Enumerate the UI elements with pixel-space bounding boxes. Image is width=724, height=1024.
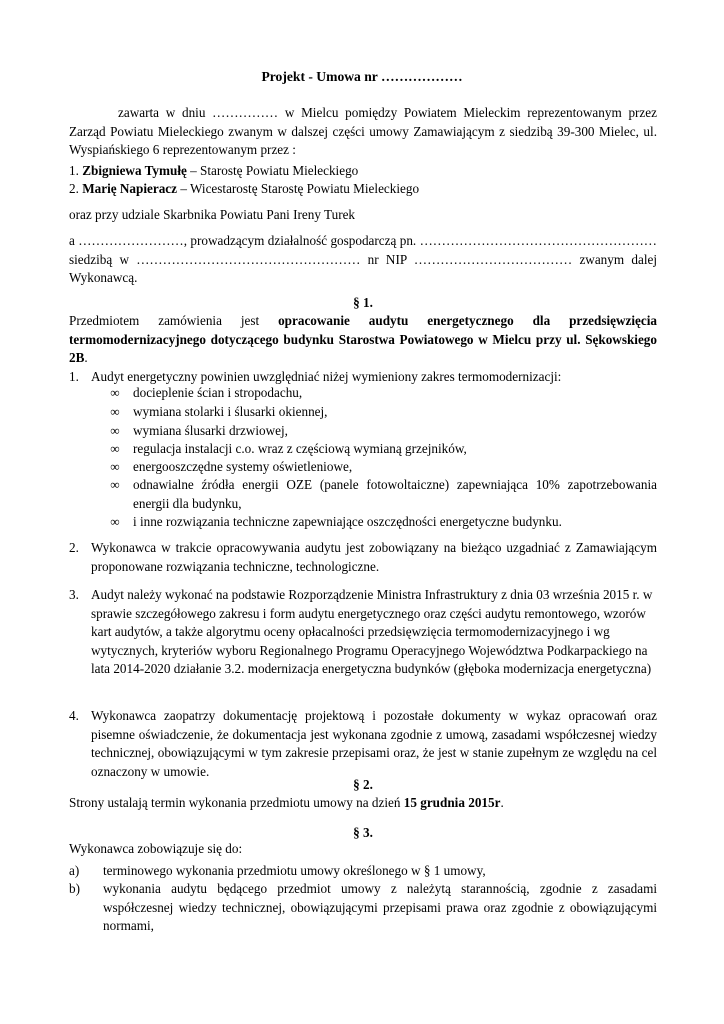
s1-subject-bold: opracowanie audytu energetycznego dla przedsięwzięcia termomodernizacyjnego dotyczącego budynku Starostwa Powiatowego w Mielcu przy ul. Sękowskiego 2B xyxy=(69,313,657,365)
bullet-item-5: energooszczędne systemy oświetleniowe, xyxy=(133,459,353,474)
s1-end: . xyxy=(84,350,88,365)
representative-1 xyxy=(69,162,657,181)
rep2-role: – Wicestarostę Starostę Powiatu Mieleckiego xyxy=(177,181,420,196)
intro-paragraph: zawarta w dniu …………… w Mielcu pomiędzy Powiatem Mieleckim reprezentowanym przez Zarząd Powiatu Mieleckiego zwanym w dalszej części umowy Zamawiającym z siedzibą 39-300 Mielec, ul. Wyspiańskiego 6 reprezentowanym przez : xyxy=(69,105,657,157)
s3-item-a-text: terminowego wykonania przedmiotu umowy określonego w § 1 umowy, xyxy=(103,863,486,878)
treasurer-paragraph: oraz przy udziale Skarbnika Powiatu Pani Ireny Turek xyxy=(69,207,356,222)
bullet-1-icon: ∞ xyxy=(110,385,120,400)
bullet-item-1: docieplenie ścian i stropodachu, xyxy=(133,385,303,400)
bullet-6-icon: ∞ xyxy=(110,477,120,492)
s3-item-b-text: wykonania audytu będącego przedmiot umowy z należytą starannością, zgodnie z zasadami współczesnej wiedzy technicznej, obowiązującymi przepisami prawa oraz zgodnie z obowiązującymi normami, xyxy=(103,881,657,933)
s1-item-3-text: Audyt należy wykonać na podstawie Rozporządzenie Ministra Infrastruktury z dnia 03 września 2015 r. w sprawie szczegółowego zakresu i form audytu energetycznego oraz części audytu remontowego, wzorów kart audytów, a także algorytmu oceny opłacalności przedsięwzięcia termomodernizacyjnego i wg wytycznych, kryteriów wyboru Regionalnego Programu Operacyjnego Województwa Podkarpackiego na lata 2014-2020 działanie 3.2. modernizacja energetyczna budynków (głęboka modernizacja energetyczna) xyxy=(91,587,653,676)
section-2-text xyxy=(69,794,657,813)
bullet-item-4: regulacja instalacji c.o. wraz z częściową wymianą grzejników, xyxy=(133,441,467,456)
section-2-heading: § 2. xyxy=(353,777,373,792)
s1-item-2-text: Wykonawca w trakcie opracowywania audytu jest zobowiązany na bieżąco uzgadniać z Zamawiającym proponowane rozwiązania techniczne, technologiczne. xyxy=(91,540,657,574)
section-3-intro: Wykonawca zobowiązuje się do: xyxy=(69,841,243,856)
rep2-name: Marię Napieracz xyxy=(82,181,178,196)
s2-lead: Strony ustalają termin wykonania przedmiotu umowy na dzień xyxy=(69,795,404,810)
s1-lead: Przedmiotem zamówienia jest xyxy=(69,313,279,328)
bullet-3-icon: ∞ xyxy=(110,423,120,438)
bullet-2-icon: ∞ xyxy=(110,404,120,419)
bullet-7-icon: ∞ xyxy=(110,514,120,529)
rep1-number: 1. xyxy=(69,163,79,178)
s3-item-b-label: b) xyxy=(69,881,80,896)
s3-item-a-label: a) xyxy=(69,863,80,878)
bullet-5-icon: ∞ xyxy=(110,459,120,474)
rep1-role: – Starostę Powiatu Mieleckiego xyxy=(186,163,359,178)
s1-item-1-text: Audyt energetyczny powinien uwzględniać niżej wymieniony zakres termomodernizacji: xyxy=(91,369,562,384)
s1-item-3-number: 3. xyxy=(69,587,79,602)
s1-item-4-text: Wykonawca zaopatrzy dokumentację projektową i pozostałe dokumenty w wykaz opracowań oraz pisemne oświadczenie, że dokumentacja jest wykonana zgodnie z umową, zasadami współczesnej wiedzy technicznej, obowiązującymi w tym zakresie przepisami oraz, że jest w stanie zupełnym ze względu na cel oznaczony w umowie. xyxy=(91,708,657,779)
bullet-item-3: wymiana ślusarki drzwiowej, xyxy=(133,423,288,438)
representative-2 xyxy=(69,180,657,199)
s1-item-4-number: 4. xyxy=(69,708,79,723)
s2-end: . xyxy=(500,795,504,810)
contractor-paragraph: a ……………………, prowadzącym działalność gospodarczą pn. ………………………………………………siedzibą w …………………………………………… nr NIP ……………………………… zwanym dalej Wykonawcą. xyxy=(69,233,657,285)
s1-item-1-number: 1. xyxy=(69,369,79,384)
bullet-item-7: i inne rozwiązania techniczne zapewniające oszczędności energetyczne budynku. xyxy=(133,514,562,529)
s2-date: 15 grudnia 2015r xyxy=(403,795,501,810)
bullet-item-6: odnawialne źródła energii OZE (panele fotowoltaiczne) zapewniająca 10% zapotrzebowania energii dla budynku, xyxy=(133,477,657,511)
section-3-heading: § 3. xyxy=(353,825,373,840)
document-title: Projekt - Umowa nr ……………… xyxy=(261,69,463,84)
s1-item-2-number: 2. xyxy=(69,540,79,555)
section-1-heading: § 1. xyxy=(353,295,373,310)
bullet-item-2: wymiana stolarki i ślusarki okiennej, xyxy=(133,404,328,419)
section-1-subject xyxy=(69,312,657,368)
rep1-name: Zbigniewa Tymułę xyxy=(82,163,187,178)
bullet-4-icon: ∞ xyxy=(110,441,120,456)
rep2-number: 2. xyxy=(69,181,79,196)
